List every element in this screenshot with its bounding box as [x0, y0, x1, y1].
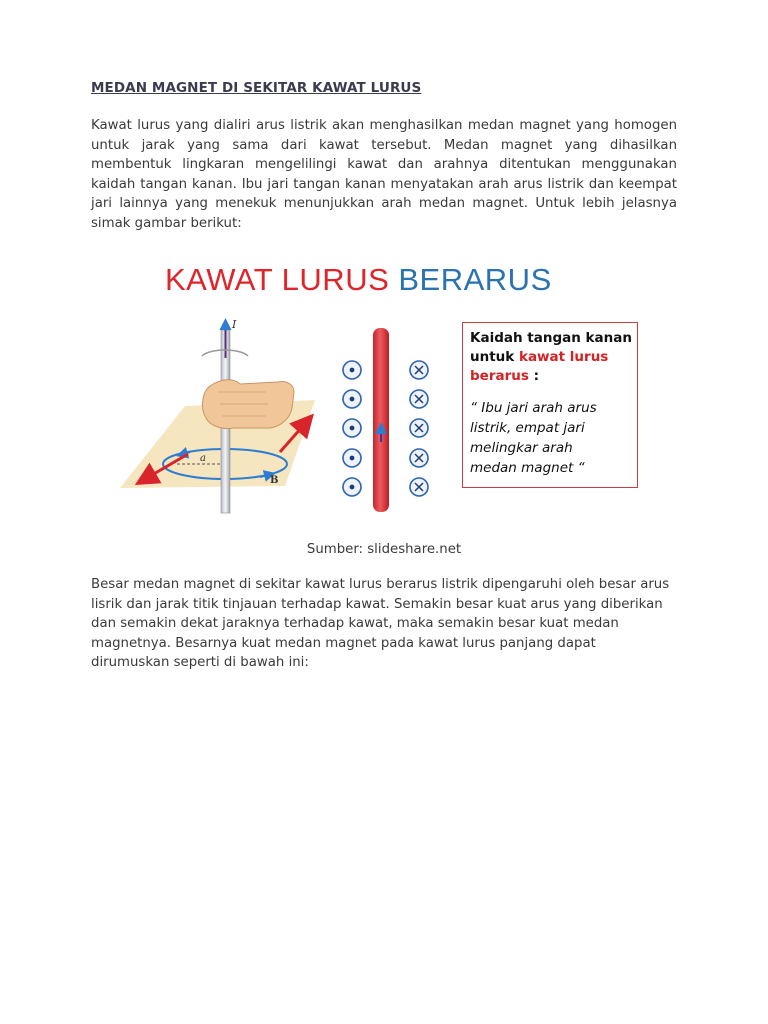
radius-label: a — [200, 453, 206, 464]
dot-symbol — [343, 390, 361, 408]
paragraph-line: diberikan dan semakin dekat jaraknya terhadap kawat, maka semakin besar kuat — [91, 596, 663, 632]
rule-subtitle-2 — [470, 367, 637, 386]
paragraph-line: Kawat lurus yang dialiri arus listrik akan menghasilkan medan magnet yang — [91, 118, 609, 133]
rule-quote-line: listrik, empat jari — [470, 420, 585, 436]
rule-quote-line: melingkar arah — [470, 440, 573, 456]
cross-symbol — [410, 478, 428, 496]
rule-quote-line: medan magnet “ — [470, 460, 585, 476]
rule-subtitle-black: untuk — [470, 349, 519, 365]
paragraph-line: dirumuskan seperti di bawah ini: — [91, 655, 309, 671]
paragraph-line: medan magnetnya. Besarnya kuat medan magnet pada kawat lurus panjang dapat — [91, 616, 619, 651]
rule-subtitle-red: kawat lurus — [518, 349, 609, 365]
field-label: B — [270, 475, 279, 486]
red-wire — [373, 328, 389, 512]
cross-symbol — [410, 449, 428, 467]
paragraph-line: arus lisrik dan jarak titik tinjauan terhadap kawat. Semakin besar kuat arus yang — [91, 577, 670, 612]
paragraph-line: Untuk lebih jelasnya simak gambar berikut: — [91, 196, 677, 231]
dot-symbols — [343, 361, 361, 496]
rule-subtitle-colon: : — [528, 368, 540, 384]
cross-symbol — [410, 361, 428, 379]
paragraph-line: menggunakan kaidah tangan kanan. Ibu jari tangan kanan menyatakan arah arus — [91, 157, 677, 192]
rule-title: Kaidah tangan kanan — [470, 330, 632, 346]
paragraph-line: listrik dan keempat jari lainnya yang menekuk menunjukkan arah medan magnet. — [91, 176, 678, 212]
figure-caption: Sumber: slideshare.net — [306, 542, 462, 557]
figure-title-red: KAWAT LURUS — [165, 262, 399, 297]
paragraph-formula-intro — [91, 575, 677, 673]
dot-symbol — [343, 361, 361, 379]
figure-straight-wire — [110, 258, 655, 523]
current-label: I — [232, 318, 237, 331]
rule-quote — [470, 398, 637, 478]
cross-symbol — [410, 390, 428, 408]
paragraph-line: dihasilkan membentuk lingkaran mengelilingi kawat dan arahnya ditentukan — [91, 137, 677, 173]
cross-symbols — [410, 361, 428, 496]
cross-symbol — [410, 419, 428, 437]
paragraph-line: homogen untuk jarak yang sama dari kawat tersebut. Medan magnet yang — [91, 118, 677, 153]
dot-symbol — [343, 449, 361, 467]
rule-subtitle — [470, 348, 637, 367]
rule-box — [462, 322, 638, 488]
dot-symbol — [343, 419, 361, 437]
paragraph-intro — [91, 116, 677, 234]
rule-subtitle-red-2: berarus — [470, 368, 529, 384]
section-heading: MEDAN MAGNET DI SEKITAR KAWAT LURUS — [91, 80, 422, 96]
dot-symbol — [343, 478, 361, 496]
figure-title-blue: BERARUS — [398, 262, 552, 297]
rule-quote-line: “ Ibu jari arah arus — [470, 400, 597, 416]
paragraph-line: Besar medan magnet di sekitar kawat lurus berarus listrik dipengaruhi oleh besar — [91, 577, 636, 592]
